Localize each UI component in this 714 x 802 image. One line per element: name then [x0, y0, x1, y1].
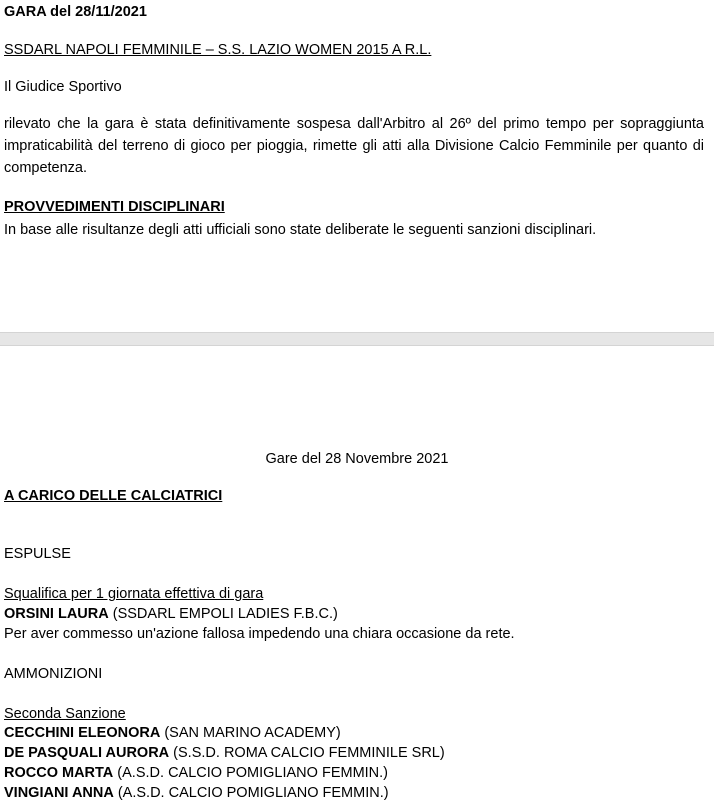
player-name: CECCHINI ELEONORA — [4, 725, 161, 741]
document-page-2 — [0, 346, 714, 800]
player-club: (A.S.D. CALCIO POMIGLIANO FEMMIN.) — [113, 785, 389, 801]
judge-label: Il Giudice Sportivo — [4, 79, 122, 95]
ammonizioni-label: AMMONIZIONI — [4, 666, 103, 682]
list-item — [4, 764, 388, 782]
player-name: ROCCO MARTA — [4, 765, 114, 781]
seconda-sanzione-label: Seconda Sanzione — [4, 706, 126, 722]
player-name: VINGIANI ANNA — [4, 785, 114, 801]
ruling-paragraph: rilevato che la gara è stata definitivamente sospesa dall'Arbitro al 26º del primo tempo per sopraggiunta impraticabilità del terreno di gioco per pioggia, rimette gli atti alla Divisione Calcio Femminile per quanto di competenza. — [4, 116, 704, 176]
section-heading: A CARICO DELLE CALCIATRICI — [4, 488, 223, 504]
page-separator — [0, 332, 714, 346]
player-club: (SSDARL EMPOLI LADIES F.B.C.) — [108, 606, 338, 622]
gara-title: GARA del 28/11/2021 — [4, 4, 147, 20]
player-name: ORSINI LAURA — [4, 606, 109, 622]
squalifica-label: Squalifica per 1 giornata effettiva di gara — [4, 586, 264, 602]
match-title: SSDARL NAPOLI FEMMINILE – S.S. LAZIO WOMEN 2015 A R.L. — [4, 42, 432, 58]
list-item — [4, 744, 445, 762]
player-name: DE PASQUALI AURORA — [4, 745, 170, 761]
espulse-label: ESPULSE — [4, 546, 71, 562]
player-club: (A.S.D. CALCIO POMIGLIANO FEMMIN.) — [113, 765, 389, 781]
document-page-1 — [0, 0, 714, 332]
date-heading: Gare del 28 Novembre 2021 — [265, 451, 449, 467]
provvedimenti-heading: PROVVEDIMENTI DISCIPLINARI — [4, 199, 225, 215]
list-item — [4, 724, 341, 742]
player-club: (SAN MARINO ACADEMY) — [160, 725, 341, 741]
expulsion-reason: Per aver commesso un'azione fallosa impedendo una chiara occasione da rete. — [4, 626, 515, 642]
player-club: (S.S.D. ROMA CALCIO FEMMINILE SRL) — [169, 745, 445, 761]
expelled-player — [4, 605, 338, 623]
provvedimenti-text: In base alle risultanze degli atti ufficiali sono state deliberate le seguenti sanzioni disciplinari. — [4, 222, 597, 238]
list-item — [4, 784, 389, 802]
